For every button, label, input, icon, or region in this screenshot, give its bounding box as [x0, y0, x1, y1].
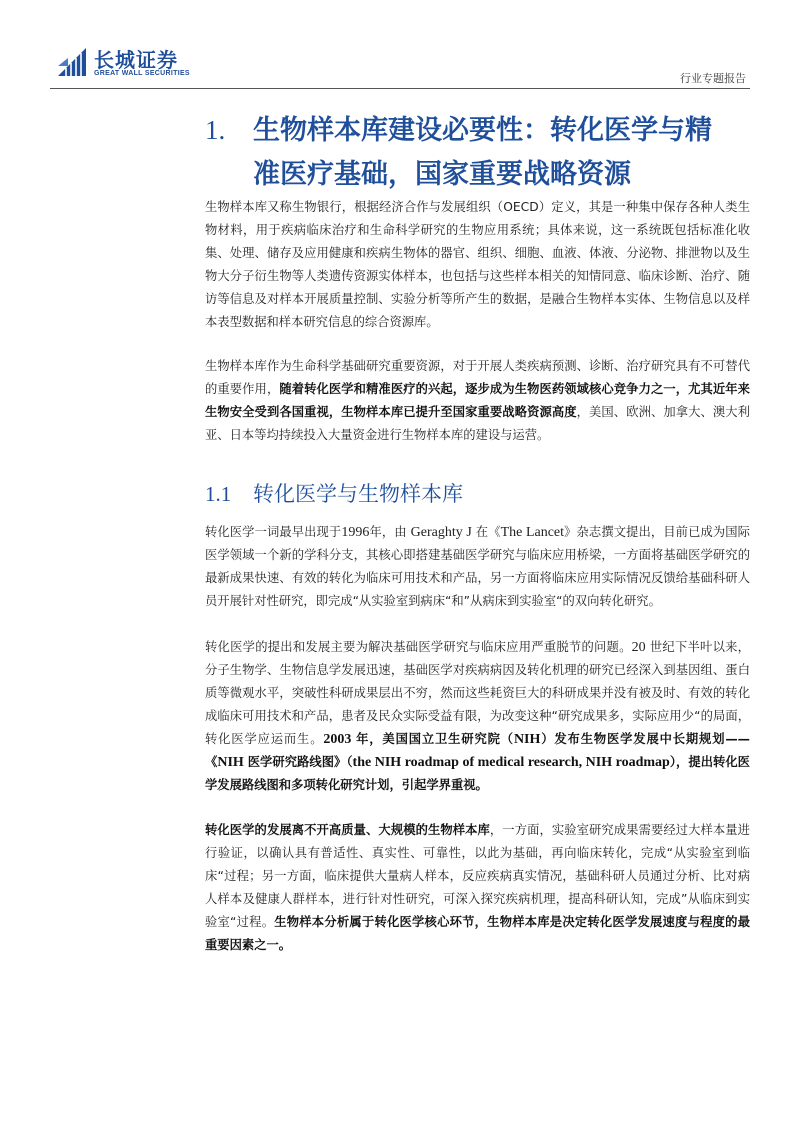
section-1-number: 1. — [205, 115, 226, 145]
paragraph-bold-text: ），提出转化医学发展路线图和多项转化研究计划，引起学界重视。 — [205, 755, 750, 792]
report-type-label: 行业专题报告 — [680, 72, 746, 85]
number-20: 20 — [631, 640, 646, 655]
section-1-1-number: 1.1 — [205, 482, 232, 506]
paragraph-text: 世纪下半叶以来，分子生物学、生物信息学发展迅速，基础医学对疾病病因及转化机理的研究已经深入到基因组、蛋白质等微观水平，突破性科研成果层出不穷，然而这些耗资巨大的科研成果并没有被及时、有效的转化成临床可用技术和产品，患者及民众实际受益有限，为改变这种“研究成果多，实际应用少“的局面，转化医学应运而生。 — [205, 640, 750, 746]
nih-abbr: NIH — [217, 755, 244, 770]
paragraph-bold-text: 随着转化医学和精准医疗的兴起，逐步成为生物医药领域核心竞争力之一，尤其近年来生物安全受到各国重视，生物样本库已提升至国家重要战略资源高度 — [205, 382, 750, 419]
paragraph-bold-text: 生物样本分析属于转化医学核心环节，生物样本库是决定转化医学发展速度与程度的最重要因素之一。 — [205, 915, 750, 952]
paragraph-text: 》杂志撰文提出，目前已成为国际医学领域一个新的学科分支，其核心即搭建基础医学研究与临床应用桥梁，一方面将基础医学研究的最新成果快速、有效的转化为临床可用技术和产品，另一方面将临床应用实际情况反馈给基础科研人员开展针对性研究，即完成“从实验室到病床“和”从病床到实验室“的双向转化研究。 — [205, 525, 750, 608]
paragraph-bold-text: 医学研究路线图》（ — [247, 755, 353, 769]
page-header — [0, 0, 800, 100]
paragraph-text: 生物样本库作为生命科学基础研究重要资源，对于开展人类疾病预测、诊断、治疗研究具有不可替代的重要作用， — [205, 359, 750, 396]
author-name: Geraghty J — [410, 525, 472, 540]
journal-name: The Lancet — [500, 525, 565, 540]
paragraph-biobank-role — [205, 819, 750, 957]
company-logo — [56, 44, 190, 84]
paragraph-text: 转化医学的提出和发展主要为解决基础医学研究与临床应用严重脱节的问题。 — [205, 640, 632, 654]
paragraph-translational-medicine-origin — [205, 521, 750, 613]
section-1-title-line2: 准医疗基础，国家重要战略资源 — [253, 159, 631, 190]
nih-abbr: NIH — [513, 732, 541, 747]
paragraph-text: 生物样本库又称生物银行，根据经济合作与发展组织（OECD）定义，其是一种集中保存各种人类生物材料，用于疾病临床治疗和生命科学研究的生物应用系统；具体来说，这一系统既包括标准化收集、处理、储存及应用健康和疾病生物体的器官、组织、细胞、血液、体液、分泌物、排泄物以及生物大分子衍生物等人类遗传资源实体样本，也包括与这些样本相关的知情同意、临床诊断、治疗、随访等信息及对样本开展质量控制、实验分析等所产生的数据，是融合生物样本实体、生物信息以及样本表型数据和样本研究信息的综合资源库。 — [205, 200, 750, 329]
section-1-1-title: 转化医学与生物样本库 — [253, 482, 463, 506]
logo-english-text: GREAT WALL SECURITIES — [94, 70, 190, 77]
paragraph-text: ，美国、欧洲、加拿大、澳大利亚、日本等均持续投入大量资金进行生物样本库的建设与运营。 — [205, 405, 750, 442]
logo-chinese-text: 长城证券 — [94, 48, 178, 72]
paragraph-text: 转化医学一词最早出现于 — [205, 525, 342, 539]
great-wall-logo-icon — [56, 44, 88, 78]
year-1996: 1996 — [341, 525, 370, 540]
paragraph-text: 年，由 — [369, 525, 407, 539]
paragraph-text: ，一方面，实验室研究成果需要经过大样本量进行验证，以确认具有普适性、真实性、可靠性，以此为基础，再向临床转化，完成“从实验室到临床“过程；另一方面，临床提供大量病人样本，反应疾病真实情况，基础科研人员通过分析、比对病人样本及健康人群样本，进行针对性研究，可深入探究疾病机理，提高科研认知，完成”从临床到实验室“过程。 — [205, 823, 750, 929]
paragraph-bold-text: 转化医学的发展离不开高质量、大规模的生物样本库 — [205, 823, 490, 837]
year-2003: 2003 — [323, 732, 352, 747]
header-divider — [50, 88, 750, 89]
paragraph-text: 在《 — [475, 525, 501, 539]
section-1-heading — [205, 108, 755, 197]
paragraph-bold-text: ）发布生物医学发展中长期规划——《 — [205, 732, 750, 769]
paragraph-translational-medicine-development — [205, 636, 750, 797]
paragraph-biobank-importance — [205, 355, 750, 447]
section-1-title-line1: 生物样本库建设必要性：转化医学与精 — [253, 115, 712, 146]
paragraph-bold-text: 年，美国国立卫生研究院（ — [356, 732, 514, 746]
paragraph-biobank-definition — [205, 196, 750, 334]
nih-roadmap-english: the NIH roadmap of medical research, NIH roadmap — [352, 755, 670, 770]
section-1-1-heading — [205, 478, 463, 508]
